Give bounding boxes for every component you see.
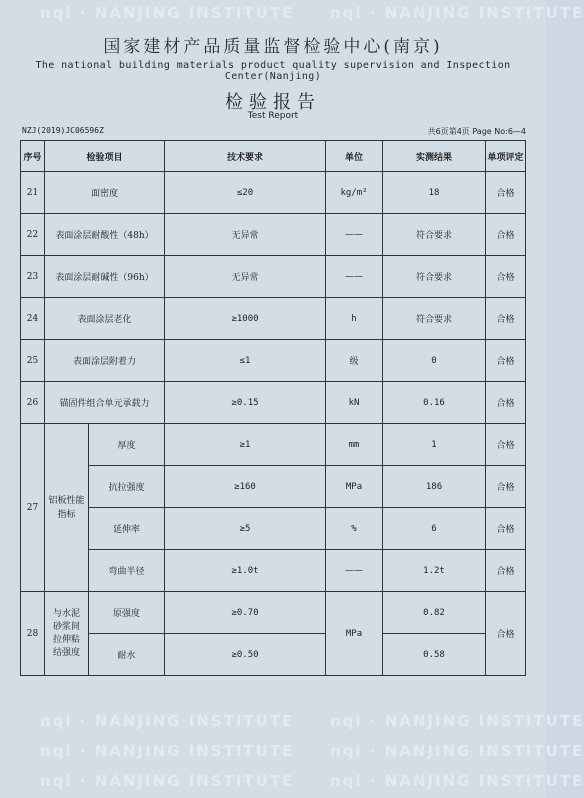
- row-unit: mm: [326, 424, 383, 466]
- row-result: 符合要求: [383, 298, 486, 340]
- watermark: nqi · NANJING INSTITUTE: [330, 742, 584, 760]
- row-result: 1.2t: [383, 550, 486, 592]
- sub-item: 厚度: [89, 424, 165, 466]
- watermark: nqi · NANJING INSTITUTE: [40, 712, 295, 730]
- row-item: 表面涂层耐酸性（48h）: [45, 214, 165, 256]
- sub-item: 抗拉强度: [89, 466, 165, 508]
- row-evaluation: 合格: [486, 256, 526, 298]
- row-evaluation: 合格: [486, 424, 526, 466]
- sub-item: 耐水: [89, 634, 165, 676]
- row-evaluation: 合格: [486, 172, 526, 214]
- row-evaluation: 合格: [486, 592, 526, 676]
- col-header-unit: 单位: [326, 141, 383, 172]
- row-requirement: ≥0.70: [165, 592, 326, 634]
- watermark: nqi · NANJING INSTITUTE: [40, 772, 295, 790]
- row-item: 表面涂层耐碱性（96h）: [45, 256, 165, 298]
- row-requirement: ≤20: [165, 172, 326, 214]
- row-requirement: ≥5: [165, 508, 326, 550]
- row-unit: MPa: [326, 466, 383, 508]
- row-unit: h: [326, 298, 383, 340]
- group-label: 与水泥砂浆间拉伸粘结强度: [52, 608, 80, 658]
- watermark: nqi · NANJING INSTITUTE: [330, 772, 584, 790]
- row-unit: 级: [326, 340, 383, 382]
- row-requirement: ≥160: [165, 466, 326, 508]
- row-result: 0.58: [383, 634, 486, 676]
- row-requirement: ≥0.15: [165, 382, 326, 424]
- sub-item: 延伸率: [89, 508, 165, 550]
- row-item: 表面涂层附着力: [45, 340, 165, 382]
- row-no: 24: [21, 298, 45, 340]
- row-result: 18: [383, 172, 486, 214]
- report-title: 检验报告: [225, 92, 321, 113]
- row-result: 6: [383, 508, 486, 550]
- col-header-requirement: 技术要求: [165, 141, 326, 172]
- row-no: 26: [21, 382, 45, 424]
- row-no: 25: [21, 340, 45, 382]
- org-name-cn: 国家建材产品质量监督检验中心(南京): [103, 37, 443, 57]
- row-evaluation: 合格: [486, 298, 526, 340]
- report-title-en: Test Report: [247, 111, 299, 121]
- col-header-evaluation: 单项评定: [486, 141, 526, 172]
- sub-item: 原强度: [89, 592, 165, 634]
- row-group: [45, 592, 89, 676]
- table-row: [21, 592, 526, 634]
- header-row: [21, 141, 526, 172]
- row-requirement: ≥1000: [165, 298, 326, 340]
- report-number: NZJ(2019)JC06596Z: [22, 126, 104, 135]
- watermark: nqi · NANJING INSTITUTE: [40, 4, 295, 22]
- table-row: [21, 508, 526, 550]
- row-requirement: ≥1.0t: [165, 550, 326, 592]
- row-result: 符合要求: [383, 256, 486, 298]
- table-row: [21, 550, 526, 592]
- row-item: 表面涂层老化: [45, 298, 165, 340]
- row-evaluation: 合格: [486, 466, 526, 508]
- results-table: [20, 140, 526, 676]
- row-evaluation: 合格: [486, 382, 526, 424]
- row-requirement: ≤1: [165, 340, 326, 382]
- row-item: 锚固件组合单元承载力: [45, 382, 165, 424]
- row-item: 面密度: [45, 172, 165, 214]
- row-no: 22: [21, 214, 45, 256]
- row-result: 0.82: [383, 592, 486, 634]
- row-result: 0: [383, 340, 486, 382]
- row-evaluation: 合格: [486, 508, 526, 550]
- table-row: [21, 172, 526, 214]
- table-row: [21, 466, 526, 508]
- col-header-item: 检验项目: [45, 141, 165, 172]
- watermark: nqi · NANJING INSTITUTE: [40, 742, 295, 760]
- sub-item: 弯曲半径: [89, 550, 165, 592]
- row-evaluation: 合格: [486, 340, 526, 382]
- row-no: 23: [21, 256, 45, 298]
- col-header-no: 序号: [21, 141, 45, 172]
- row-unit: ——: [326, 550, 383, 592]
- row-unit: MPa: [326, 592, 383, 676]
- row-evaluation: 合格: [486, 214, 526, 256]
- row-result: 0.16: [383, 382, 486, 424]
- row-requirement: ≥1: [165, 424, 326, 466]
- group-label: 铝板性能指标: [48, 495, 85, 520]
- row-no: 27: [21, 424, 45, 592]
- table-row: [21, 298, 526, 340]
- col-header-result: 实测结果: [383, 141, 486, 172]
- table-row: [21, 634, 526, 676]
- row-result: 186: [383, 466, 486, 508]
- row-unit: kN: [326, 382, 383, 424]
- row-evaluation: 合格: [486, 550, 526, 592]
- table-row: [21, 256, 526, 298]
- row-result: 1: [383, 424, 486, 466]
- row-no: 21: [21, 172, 45, 214]
- watermark: nqi · NANJING INSTITUTE: [330, 4, 584, 22]
- row-no: 28: [21, 592, 45, 676]
- table-row: [21, 340, 526, 382]
- row-unit: ——: [326, 214, 383, 256]
- row-unit: ——: [326, 256, 383, 298]
- row-requirement: 无异常: [165, 214, 326, 256]
- row-requirement: 无异常: [165, 256, 326, 298]
- row-result: 符合要求: [383, 214, 486, 256]
- row-group: [45, 424, 89, 592]
- org-name-en: The national building materials product quality supervision and Inspection Center(Nanjing): [35, 60, 511, 82]
- row-requirement: ≥0.50: [165, 634, 326, 676]
- table-row: [21, 214, 526, 256]
- table-row: [21, 424, 526, 466]
- watermark: nqi · NANJING INSTITUTE: [330, 712, 584, 730]
- table-row: [21, 382, 526, 424]
- row-unit: kg/m²: [326, 172, 383, 214]
- page-info: 共6页第4页 Page No:6—4: [427, 127, 526, 136]
- row-unit: %: [326, 508, 383, 550]
